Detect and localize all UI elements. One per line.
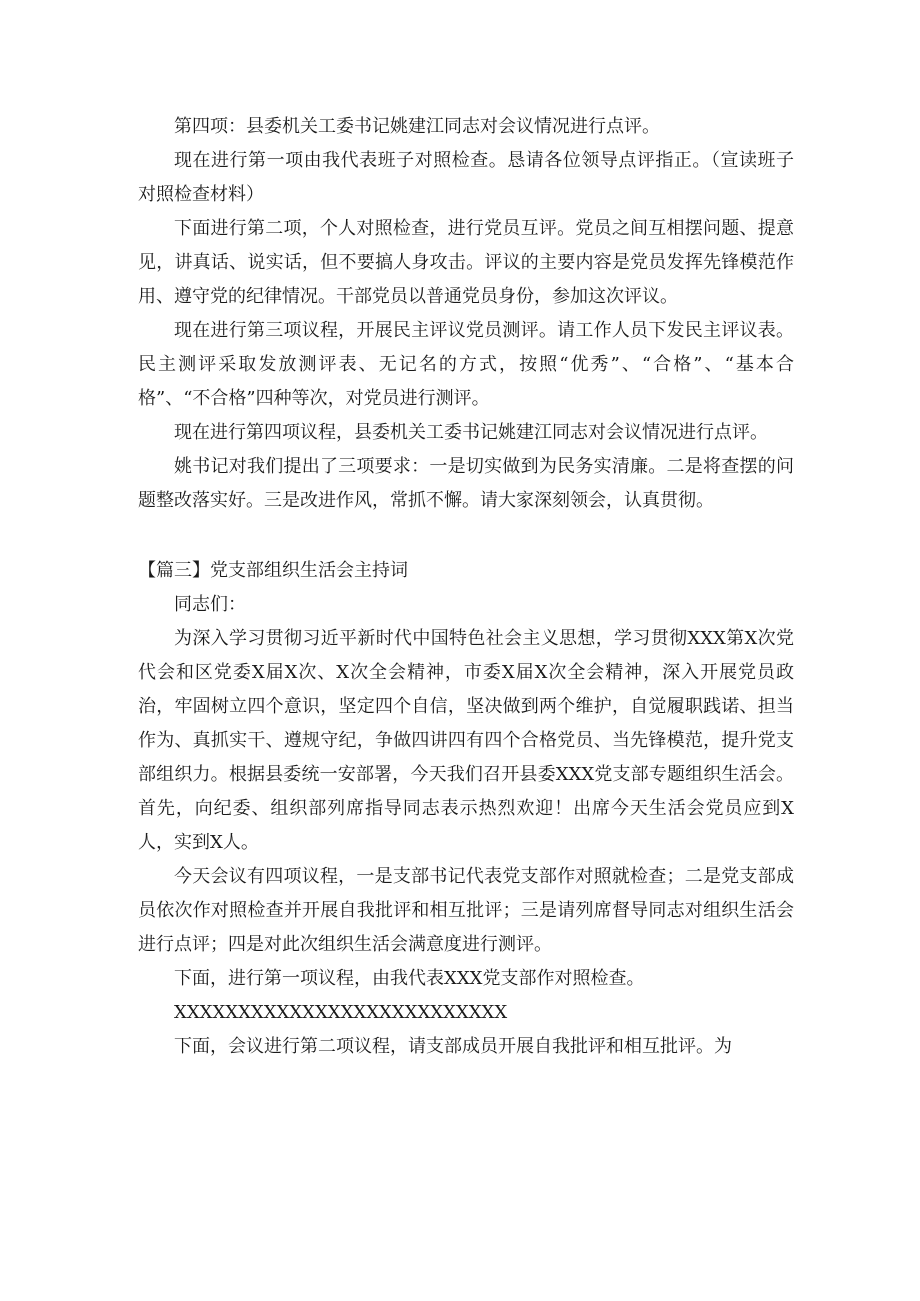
section-title: 【篇三】党支部组织生活会主持词 xyxy=(138,560,408,581)
paragraph: 姚书记对我们提出了三项要求：一是切实做到为民务实清廉。二是将查摆的问题整改落实好。三是改进作风，常抓不懈。请大家深刻领会，认真贯彻。 xyxy=(138,456,794,511)
paragraph: 下面，会议进行第二项议程，请支部成员开展自我批评和相互批评。为 xyxy=(174,1036,732,1057)
paragraph: 为深入学习贯彻习近平新时代中国特色社会主义思想，学习贯彻XXX第X次党代会和区党委X届X次、X次全会精神，市委X届X次全会精神，深入开展党员政治，牢固树立四个意识，坚定四个自信，坚决做到两个维护，自觉履职践诺、担当作为、真抓实干、遵规守纪，争做四讲四有四个合格党员、当先锋模范，提升党支部组织力。根据县委统一安部署，今天我们召开县委XXX党支部专题组织生活会。首先，向纪委、组织部列席指导同志表示热烈欢迎！出席今天生活会党员应到X人，实到X人。 xyxy=(138,628,794,853)
paragraph: 第四项：县委机关工委书记姚建江同志对会议情况进行点评。 xyxy=(174,116,660,137)
document-body xyxy=(138,110,794,1064)
paragraph: 现在进行第一项由我代表班子对照检查。恳请各位领导点评指正。（宣读班子对照检查材料） xyxy=(138,150,794,205)
paragraph: 下面进行第二项，个人对照检查，进行党员互评。党员之间互相摆问题、提意见，讲真话、说实话，但不要搞人身攻击。评议的主要内容是党员发挥先锋模范作用、遵守党的纪律情况。干部党员以普通党员身份，参加这次评议。 xyxy=(138,218,794,307)
paragraph: 现在进行第三项议程，开展民主评议党员测评。请工作人员下发民主评议表。民主测评采取发放测评表、无记名的方式，按照“优秀”、“合格”、“基本合格”、“不合格”四种等次，对党员进行测评。 xyxy=(138,320,794,409)
paragraph: 下面，进行第一项议程，由我代表XXX党支部作对照检查。 xyxy=(174,968,645,989)
salutation: 同志们： xyxy=(174,594,246,615)
paragraph: 现在进行第四项议程，县委机关工委书记姚建江同志对会议情况进行点评。 xyxy=(174,422,768,443)
paragraph: 今天会议有四项议程，一是支部书记代表党支部作对照就检查；二是党支部成员依次作对照检查并开展自我批评和相互批评；三是请列席督导同志对组织生活会进行点评；四是对此次组织生活会满意度进行测评。 xyxy=(138,866,794,955)
placeholder-line: XXXXXXXXXXXXXXXXXXXXXXXXXX xyxy=(174,1002,508,1023)
section-spacer xyxy=(138,518,794,554)
